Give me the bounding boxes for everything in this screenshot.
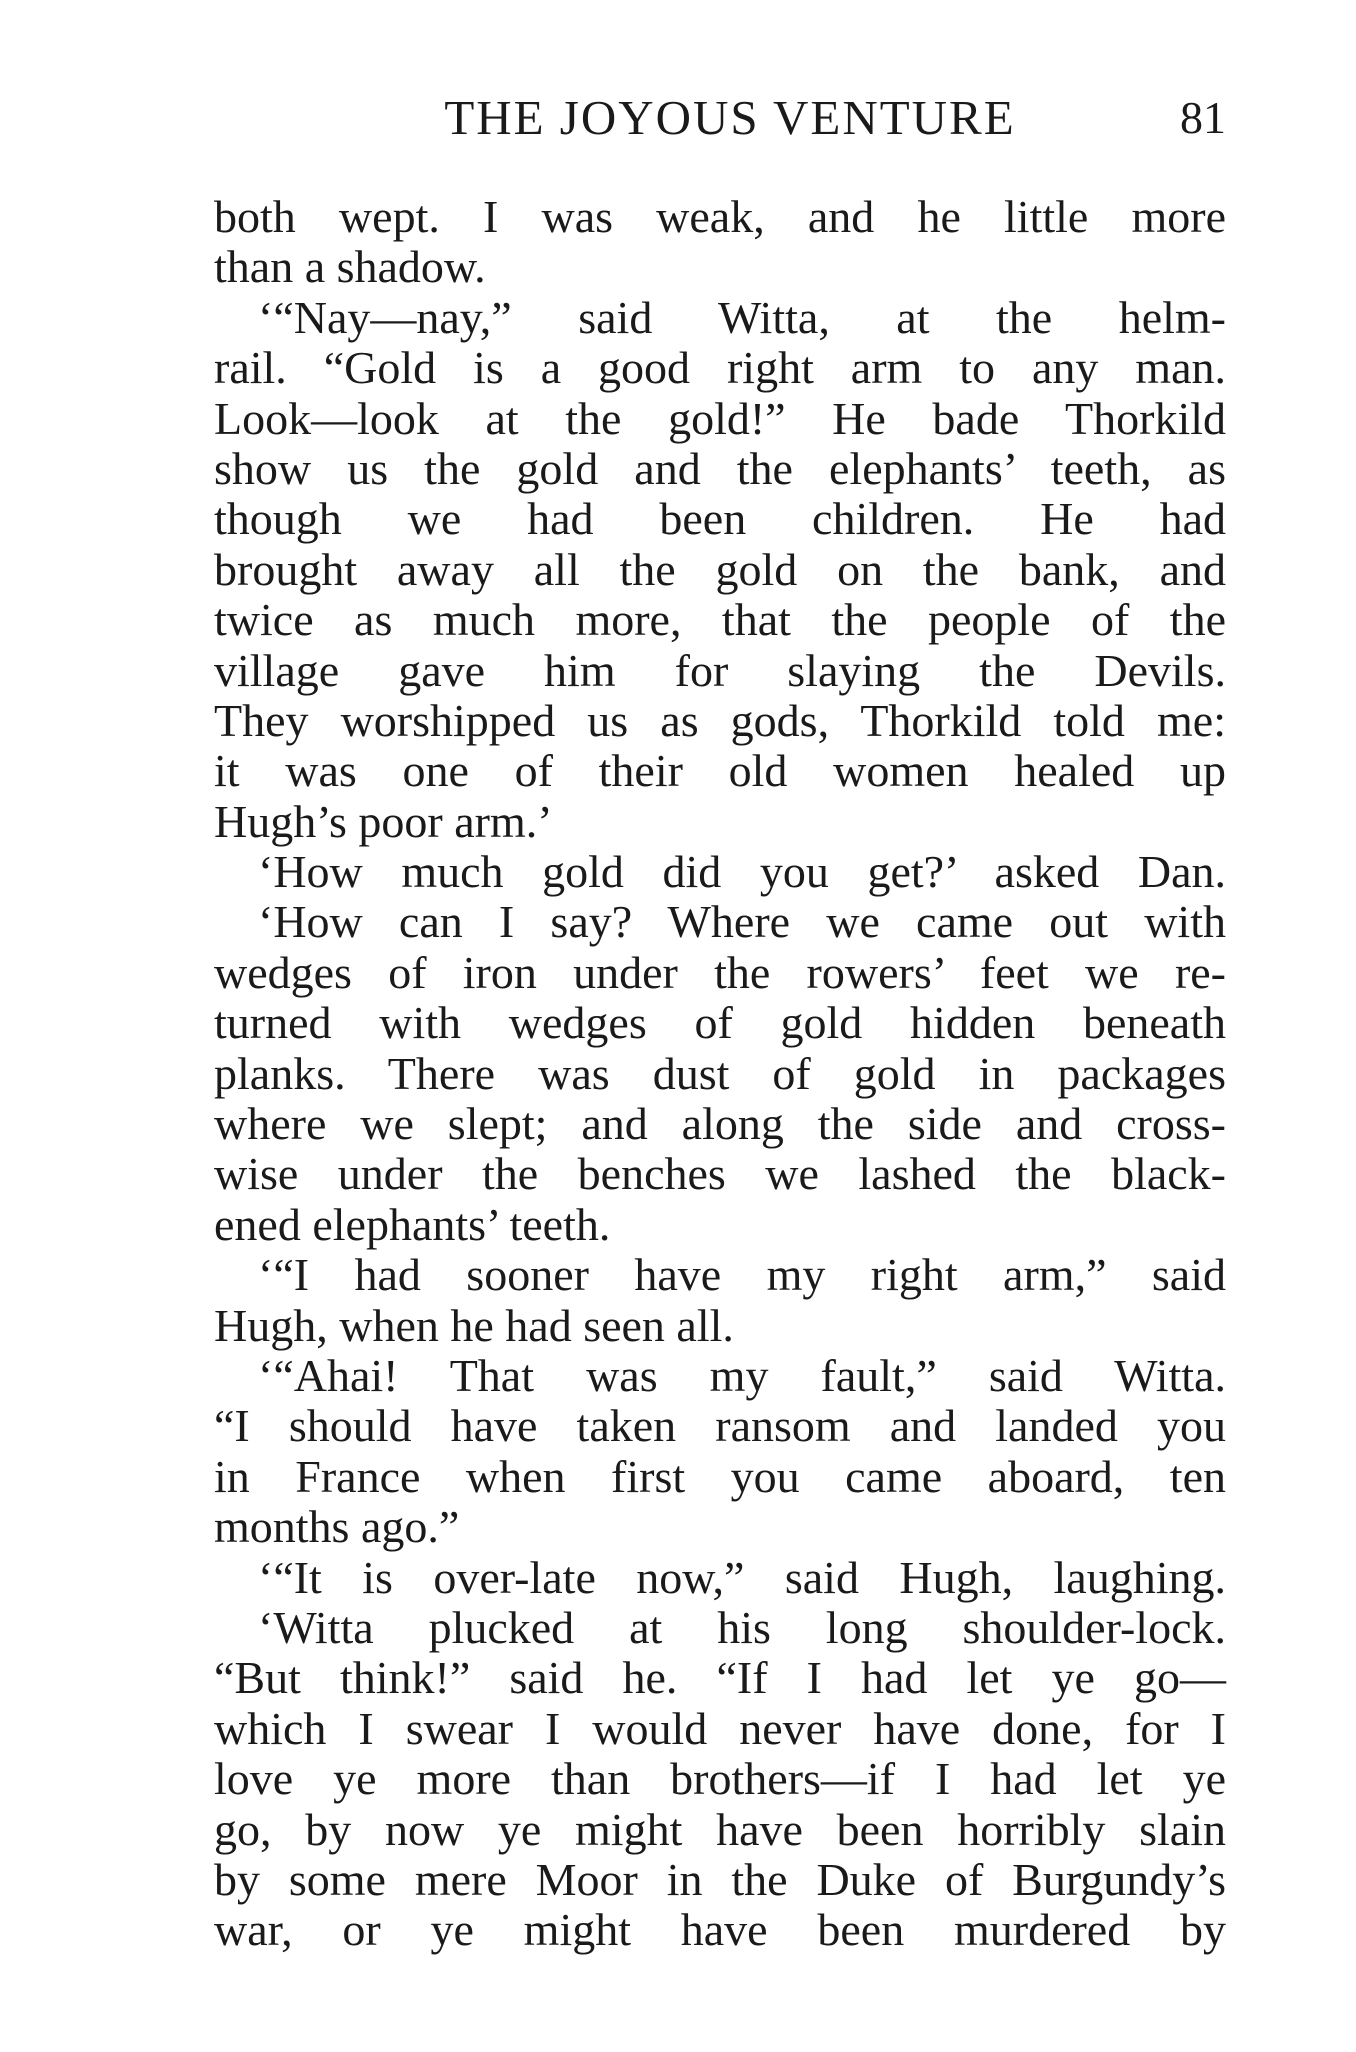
text-line: go, by now ye might have been horribly slain (214, 1803, 1226, 1855)
text-line: Hugh’s poor arm.’ (214, 795, 553, 847)
text-line: rail. “Gold is a good right arm to any man. (214, 342, 1226, 394)
text-line: village gave him for slaying the Devils. (214, 644, 1226, 696)
text-line: ‘“I had sooner have my right arm,” said (258, 1249, 1226, 1301)
text-line: which I swear I would never have done, for I (214, 1702, 1226, 1754)
text-line: planks. There was dust of gold in packages (214, 1047, 1226, 1099)
text-line: “But think!” said he. “If I had let ye go— (214, 1652, 1226, 1704)
text-line: where we slept; and along the side and cross- (214, 1098, 1226, 1150)
text-line: ened elephants’ teeth. (214, 1198, 611, 1250)
running-title: THE JOYOUS VENTURE (444, 90, 1016, 145)
text-line: Look—look at the gold!” He bade Thorkild (214, 392, 1226, 444)
text-line: than a shadow. (214, 241, 486, 293)
text-line: “I should have taken ransom and landed you (214, 1400, 1226, 1452)
text-line: wedges of iron under the rowers’ feet we re- (214, 946, 1226, 998)
text-line: ‘How can I say? Where we came out with (258, 896, 1226, 948)
text-line: twice as much more, that the people of the (214, 594, 1226, 646)
text-line: They worshipped us as gods, Thorkild told me: (214, 694, 1226, 746)
text-line: both wept. I was weak, and he little more (214, 191, 1226, 242)
text-line: though we had been children. He had (214, 493, 1226, 545)
text-line: wise under the benches we lashed the black- (214, 1148, 1226, 1200)
text-line: war, or ye might have been murdered by (214, 1904, 1226, 1956)
text-line: ‘Witta plucked at his long shoulder-lock. (258, 1601, 1226, 1653)
page-number: 81 (1180, 92, 1226, 143)
text-line: by some mere Moor in the Duke of Burgundy’s (214, 1853, 1226, 1905)
body-text (214, 192, 1226, 1956)
text-line: ‘How much gold did you get?’ asked Dan. (258, 846, 1226, 898)
text-line: it was one of their old women healed up (214, 745, 1226, 797)
text-line: ‘“Nay—nay,” said Witta, at the helm- (258, 291, 1226, 343)
text-line: months ago.” (214, 1501, 460, 1553)
text-line: in France when first you came aboard, ten (214, 1450, 1226, 1502)
text-line: ‘“Ahai! That was my fault,” said Witta. (258, 1349, 1226, 1401)
text-line: ‘“It is over-late now,” said Hugh, laughing. (258, 1551, 1226, 1603)
running-head (214, 88, 1226, 148)
text-line: love ye more than brothers—if I had let ye (214, 1753, 1226, 1805)
text-line: Hugh, when he had seen all. (214, 1299, 734, 1351)
text-line: turned with wedges of gold hidden beneath (214, 997, 1226, 1049)
text-line: show us the gold and the elephants’ teeth, as (214, 442, 1226, 494)
text-line: brought away all the gold on the bank, and (214, 543, 1226, 595)
